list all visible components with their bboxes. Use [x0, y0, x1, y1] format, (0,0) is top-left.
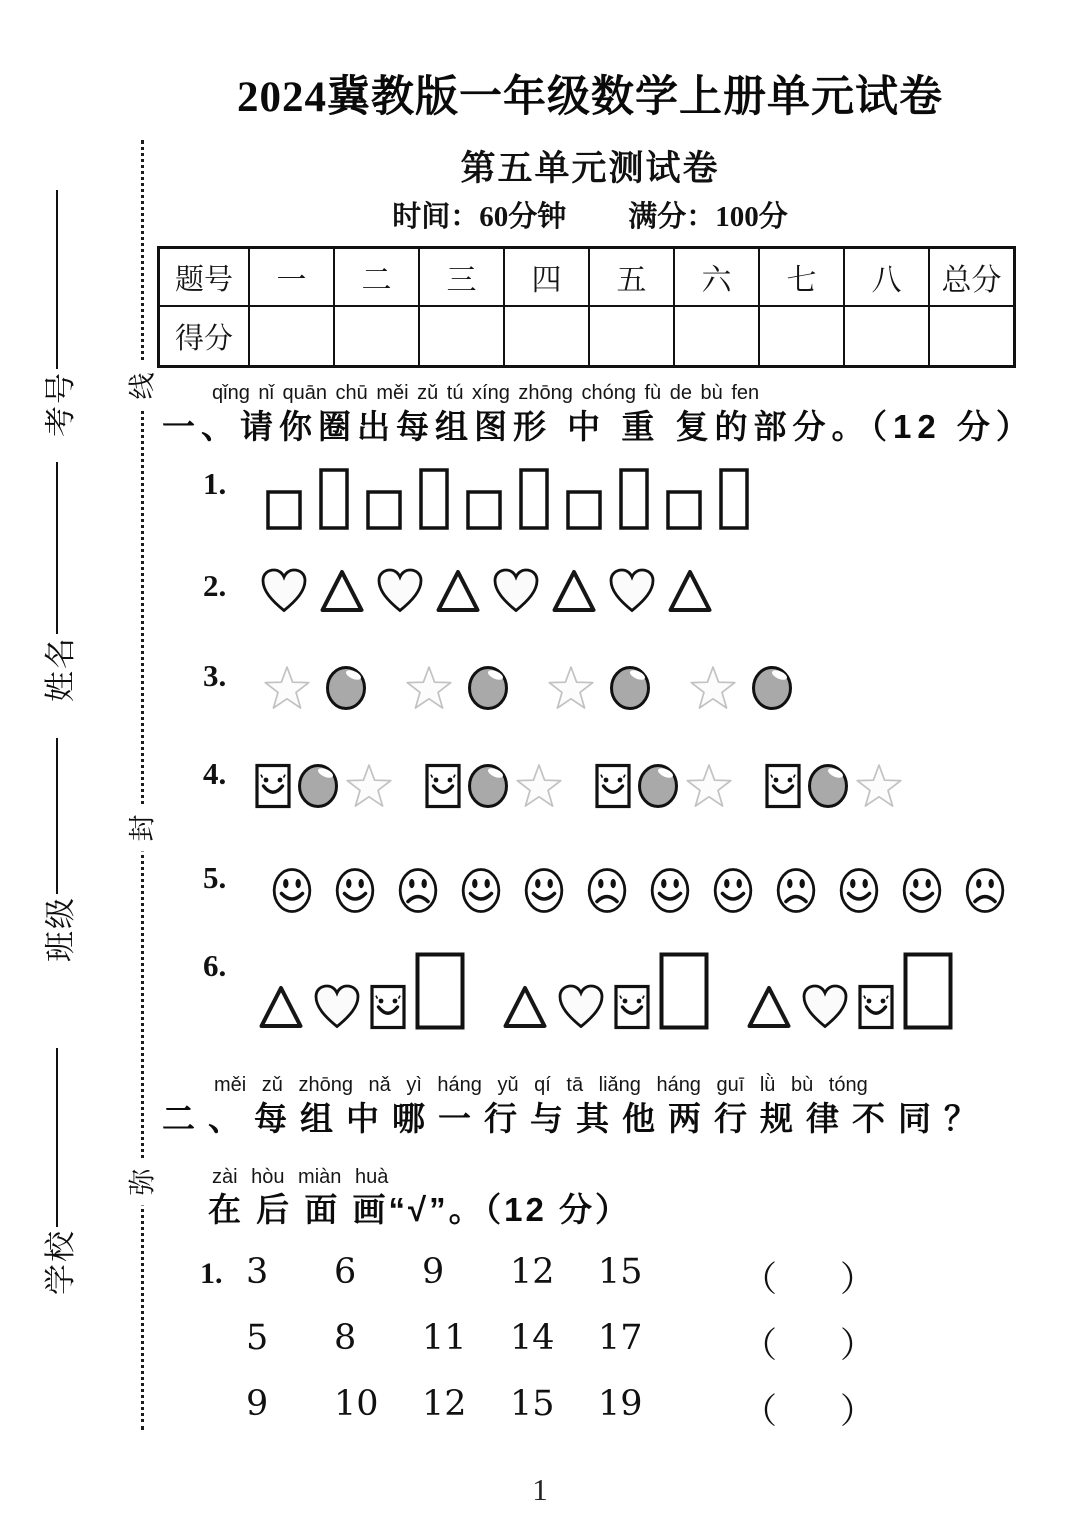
triangle-shape [319, 568, 365, 614]
sequence-value: 14 [510, 1318, 555, 1358]
sequence-value: 9 [246, 1384, 269, 1424]
student-field-2 [35, 462, 79, 702]
item-number: 1. [203, 466, 227, 501]
q1-item-row-2 [203, 568, 713, 626]
triangle-shape [258, 984, 304, 1030]
q1-pinyin: qǐng nǐ quān chū měi zǔ tú xíng zhōng chóng fù de bù fen [212, 382, 760, 404]
star-shape [685, 763, 733, 809]
heart-shape [260, 568, 308, 614]
heart-shape [313, 984, 361, 1030]
smiley-square-shape [595, 763, 631, 809]
circle-shape [609, 665, 651, 711]
score-blank-cell [503, 305, 588, 365]
sequence-value: 15 [510, 1384, 555, 1424]
q2-title: 二、每组中哪一行与其他两行规律不同？ [162, 1100, 990, 1137]
smiley-square-shape [370, 984, 406, 1030]
tall-rect-shape [619, 468, 649, 530]
sequence-value: 8 [334, 1318, 357, 1358]
question-number-cell: 八 [843, 249, 928, 305]
triangle-shape [746, 984, 792, 1030]
smiley-face-shape [839, 867, 879, 914]
q2-number-row-2 [200, 1318, 920, 1365]
smiley-face-shape [461, 867, 501, 914]
question-number-cell: 三 [418, 249, 503, 305]
smiley-square-shape [614, 984, 650, 1030]
sequence-value: 11 [422, 1318, 467, 1358]
seal-char-2: 封 [121, 805, 166, 852]
sequence-value: 19 [598, 1384, 643, 1424]
q1-item-row-3 [203, 658, 793, 718]
answer-paren-open: （ [742, 1260, 778, 1299]
score-blank-cell [588, 305, 673, 365]
student-field-label: 班级 [42, 896, 78, 962]
q2-subtitle: 在 后 面 画“√”。（12 分） [208, 1191, 631, 1228]
score-table-header-row [160, 249, 1013, 305]
small-square-shape [266, 488, 302, 530]
student-field-blank-line [56, 462, 59, 634]
star-shape [689, 665, 737, 711]
score-blank-cell [418, 305, 503, 365]
heart-shape [492, 568, 540, 614]
question-number-cell: 五 [588, 249, 673, 305]
smiley-square-shape [255, 763, 291, 809]
smiley-face-shape [902, 867, 942, 914]
sequence-value: 17 [598, 1318, 643, 1358]
answer-paren-close: ） [840, 1260, 876, 1299]
tall-rect-lg-shape [659, 952, 709, 1030]
seal-char-1: 线 [121, 363, 166, 410]
q2-pinyin-line1: měi zǔ zhōng nǎ yì háng yǔ qí tā liǎng háng guī lǜ bù tóng [214, 1074, 868, 1096]
score-blank-cell [333, 305, 418, 365]
star-shape [263, 665, 311, 711]
tall-rect-lg-shape [903, 952, 953, 1030]
heart-shape [376, 568, 424, 614]
sequence-value: 10 [334, 1384, 379, 1424]
full-score-label: 满分：100分 [628, 201, 788, 233]
star-shape [515, 763, 563, 809]
score-blank-cell [843, 305, 928, 365]
small-square-shape [466, 488, 502, 530]
item-number: 2. [203, 568, 227, 603]
question-number-cell: 六 [673, 249, 758, 305]
q2-number-row-3 [200, 1384, 920, 1431]
answer-paren-close: ） [840, 1392, 876, 1431]
circle-shape [325, 665, 367, 711]
circle-shape [807, 763, 849, 809]
q1-title: 一、请你圈出每组图形 中 重 复的部分。（12 分） [162, 408, 1035, 445]
tall-rect-shape [719, 468, 749, 530]
smiley-face-shape [713, 867, 753, 914]
tall-rect-lg-shape [415, 952, 465, 1030]
q1-item-row-1 [203, 466, 749, 530]
frowny-face-shape [965, 867, 1005, 914]
sequence-value: 9 [422, 1252, 445, 1292]
score-table [157, 246, 1016, 368]
seal-line [141, 140, 144, 1430]
page-subtitle: 第五单元测试卷 [460, 149, 720, 188]
triangle-shape [667, 568, 713, 614]
tall-rect-shape [319, 468, 349, 530]
answer-paren-open: （ [742, 1392, 778, 1431]
item-number: 6. [203, 948, 227, 983]
student-field-1 [35, 190, 79, 437]
smiley-square-shape [425, 763, 461, 809]
q1-item-row-6 [203, 948, 953, 1030]
smiley-square-shape [858, 984, 894, 1030]
triangle-shape [502, 984, 548, 1030]
question-number-cell: 二 [333, 249, 418, 305]
sequence-value: 15 [598, 1252, 643, 1292]
score-row-label-cell: 得分 [160, 305, 248, 365]
score-blank-cell [673, 305, 758, 365]
circle-shape [467, 665, 509, 711]
answer-paren-close: ） [840, 1326, 876, 1365]
question-number-cell: 四 [503, 249, 588, 305]
sequence-value: 6 [334, 1252, 357, 1292]
triangle-shape [435, 568, 481, 614]
q2-pinyin-line2: zài hòu miàn huà [212, 1166, 389, 1188]
tall-rect-shape [519, 468, 549, 530]
frowny-face-shape [587, 867, 627, 914]
answer-paren-open: （ [742, 1326, 778, 1365]
student-field-blank-line [56, 190, 59, 369]
circle-shape [467, 763, 509, 809]
small-square-shape [666, 488, 702, 530]
score-blank-cell [928, 305, 1013, 365]
q1-item-row-4 [203, 756, 903, 816]
time-score-line [150, 200, 1030, 235]
circle-shape [297, 763, 339, 809]
question-number-cell: 总分 [928, 249, 1013, 305]
circle-shape [751, 665, 793, 711]
frowny-face-shape [398, 867, 438, 914]
sequence-value: 5 [246, 1318, 269, 1358]
item-number: 5. [203, 860, 227, 895]
smiley-face-shape [272, 867, 312, 914]
student-field-blank-line [56, 1048, 59, 1227]
student-field-blank-line [56, 738, 59, 894]
student-field-label: 学校 [42, 1229, 78, 1295]
sequence-value: 3 [246, 1252, 269, 1292]
circle-shape [637, 763, 679, 809]
heart-shape [608, 568, 656, 614]
sequence-value: 12 [422, 1384, 467, 1424]
small-square-shape [366, 488, 402, 530]
star-shape [547, 665, 595, 711]
student-field-label: 姓名 [42, 636, 78, 702]
q2-number-row-1 [200, 1252, 920, 1299]
question-number-cell: 七 [758, 249, 843, 305]
sequence-value: 12 [510, 1252, 555, 1292]
small-square-shape [566, 488, 602, 530]
smiley-face-shape [335, 867, 375, 914]
heart-shape [801, 984, 849, 1030]
page-title: 2024冀教版一年级数学上册单元试卷 [237, 74, 943, 121]
seal-char-3: 弥 [121, 1159, 166, 1206]
score-blank-cell [248, 305, 333, 365]
heart-shape [557, 984, 605, 1030]
row-number: 1. [200, 1257, 223, 1290]
student-field-label: 考号 [42, 371, 78, 437]
smiley-face-shape [524, 867, 564, 914]
triangle-shape [551, 568, 597, 614]
student-field-3 [35, 738, 79, 962]
tall-rect-shape [419, 468, 449, 530]
frowny-face-shape [776, 867, 816, 914]
page-number: 1 [532, 1472, 548, 1507]
question-number-cell: 一 [248, 249, 333, 305]
smiley-face-shape [650, 867, 690, 914]
star-shape [855, 763, 903, 809]
student-field-4 [35, 1048, 79, 1295]
item-number: 3. [203, 658, 227, 693]
score-blank-cell [758, 305, 843, 365]
time-label: 时间：60分钟 [392, 201, 567, 233]
q1-item-row-5 [203, 860, 1005, 920]
item-number: 4. [203, 756, 227, 791]
star-shape [405, 665, 453, 711]
star-shape [345, 763, 393, 809]
score-table-corner-cell: 题号 [174, 263, 233, 296]
score-table-score-row [160, 305, 1013, 365]
smiley-square-shape [765, 763, 801, 809]
